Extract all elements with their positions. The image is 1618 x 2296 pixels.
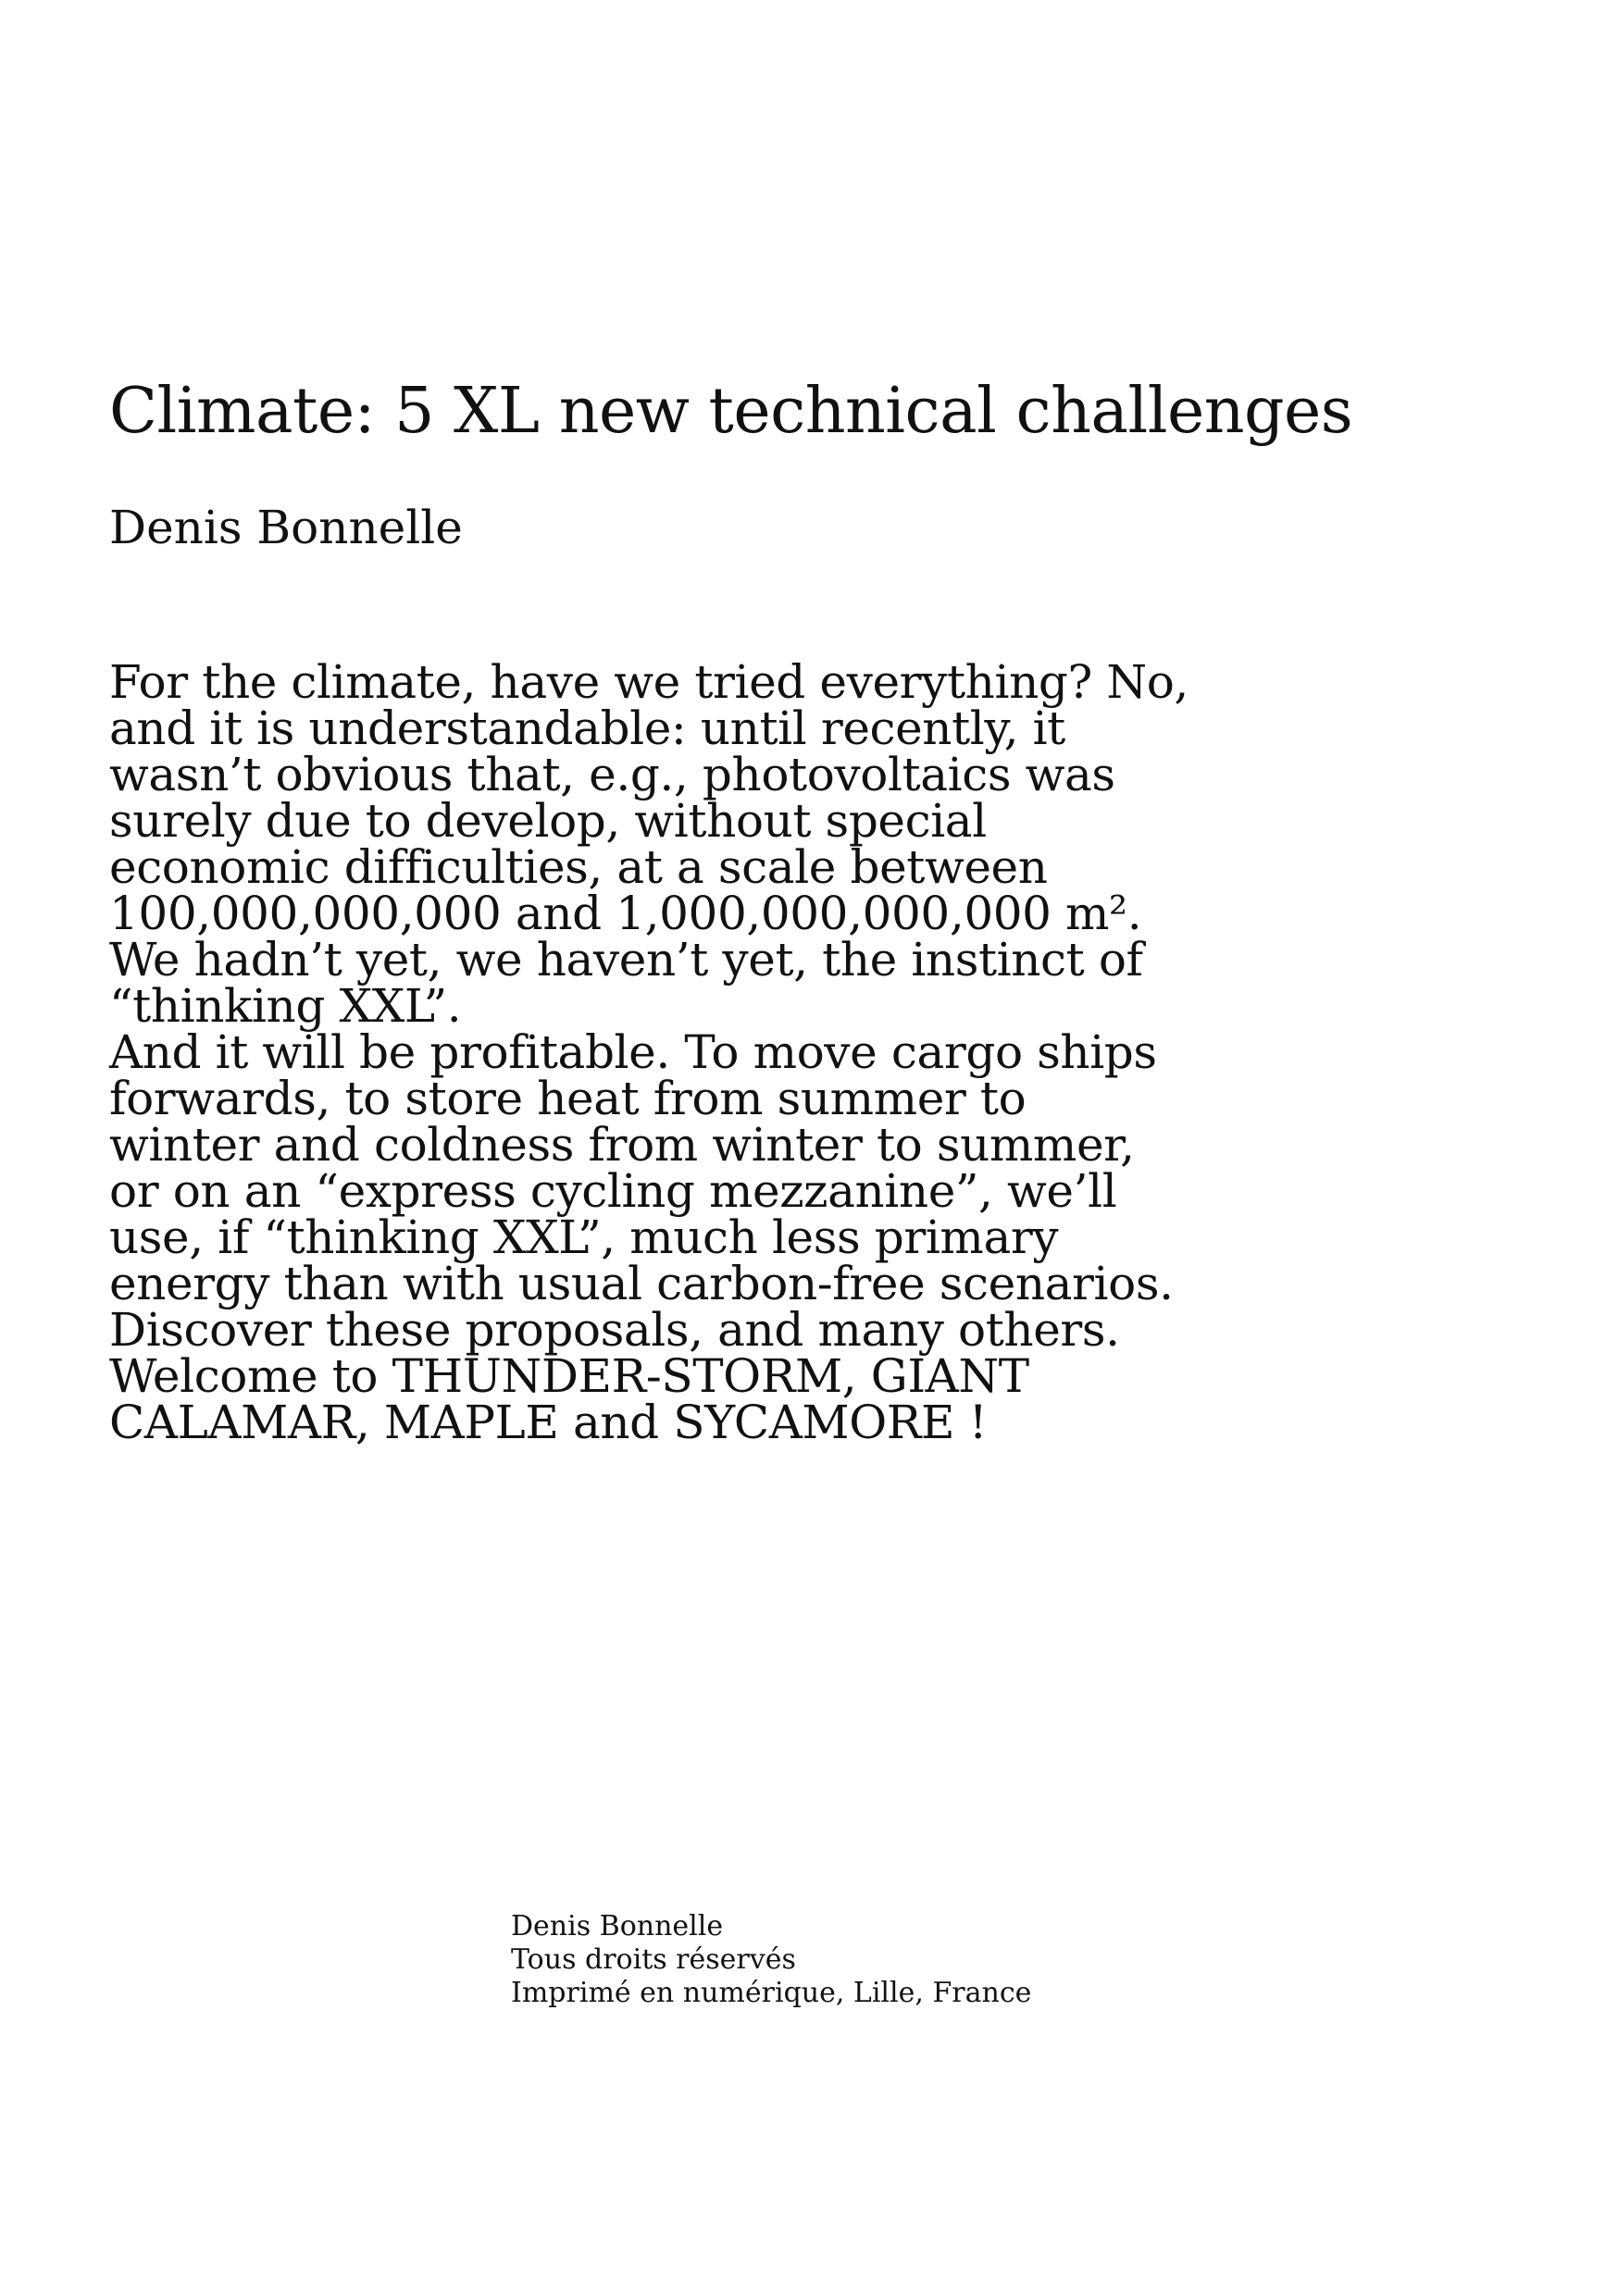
colophon	[511, 1910, 1031, 2010]
blurb-text	[109, 655, 1313, 1449]
blurb-line: forwards, to store heat from summer to	[109, 1072, 1027, 1125]
blurb-line: energy than with usual carbon-free scenarios.	[109, 1257, 1174, 1310]
blurb-line: surely due to develop, without special	[109, 794, 987, 848]
blurb-line: economic difficulties, at a scale between	[109, 840, 1048, 894]
blurb-line: wasn’t obvious that, e.g., photovoltaics was	[109, 748, 1115, 801]
blurb-line: winter and coldness from winter to summer,	[109, 1118, 1135, 1172]
colophon-printed: Imprimé en numérique, Lille, France	[511, 1977, 1032, 2009]
book-title: Climate: 5 XL new technical challenges	[109, 375, 1353, 448]
blurb-line: Welcome to THUNDER-STORM, GIANT	[109, 1349, 1029, 1403]
blurb-line: Discover these proposals, and many others.	[109, 1303, 1120, 1357]
author-name: Denis Bonnelle	[109, 501, 463, 554]
blurb-line: use, if “thinking XXL”, much less primary	[109, 1210, 1059, 1264]
blurb-line: We hadn’t yet, we haven’t yet, the instinct of	[109, 933, 1143, 987]
blurb-line: and it is understandable: until recently, it	[109, 701, 1065, 755]
colophon-rights: Tous droits réservés	[511, 1943, 796, 1976]
blurb-line: or on an “express cycling mezzanine”, we’ll	[109, 1164, 1117, 1218]
colophon-author: Denis Bonnelle	[511, 1910, 724, 1942]
blurb-line: CALAMAR, MAPLE and SYCAMORE !	[109, 1396, 988, 1449]
blurb-line: For the climate, have we tried everything? No,	[109, 655, 1189, 709]
blurb-line: 100,000,000,000 and 1,000,000,000,000 m².	[109, 887, 1142, 940]
blurb-line: And it will be profitable. To move cargo ships	[109, 1025, 1157, 1079]
blurb-line: “thinking XXL”.	[109, 979, 462, 1033]
